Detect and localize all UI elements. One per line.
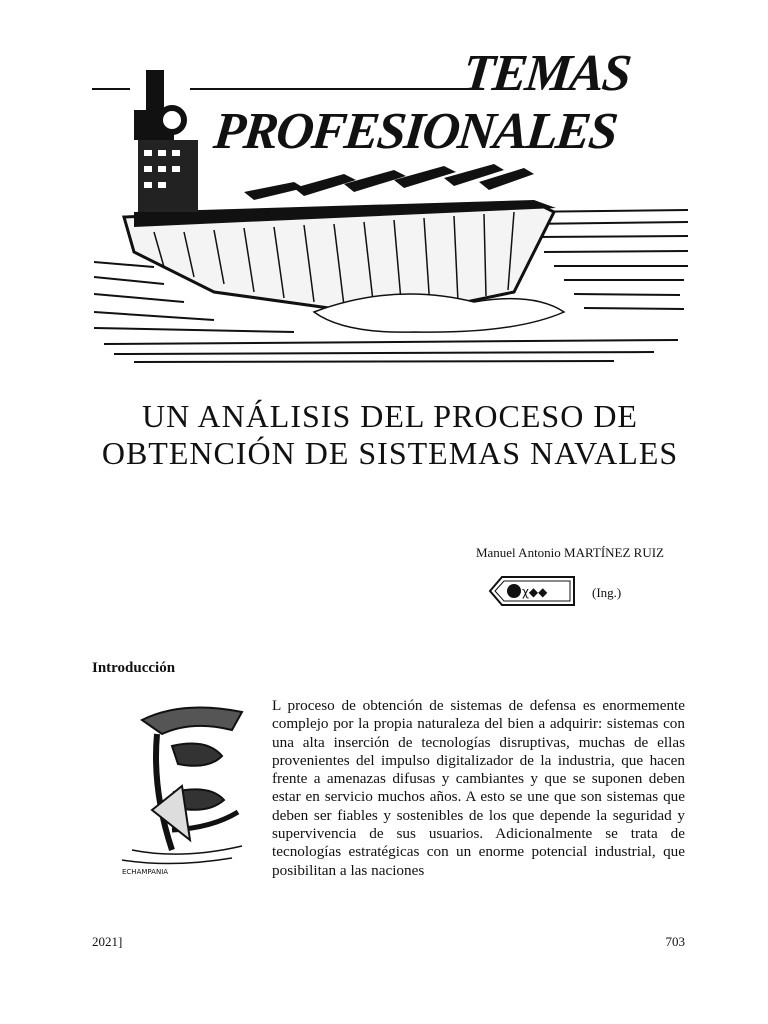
article-title: UN ANÁLISIS DEL PROCESO DE OBTENCIÓN DE SISTEMAS NAVALES bbox=[101, 398, 679, 471]
section-tag-line1: TEMAS bbox=[460, 45, 633, 102]
illustration-signature: ECHAMPANIA bbox=[122, 868, 169, 876]
footer-date: 2021] bbox=[92, 934, 123, 949]
section-tag-line2: PROFESIONALES bbox=[211, 103, 619, 160]
article-author: Manuel Antonio MARTÍNEZ RUIZ bbox=[475, 545, 664, 560]
svg-text:χ◆◆: χ◆◆ bbox=[522, 585, 548, 599]
initial-float-spacer bbox=[92, 697, 272, 879]
aircraft-carrier-illustration bbox=[94, 62, 688, 372]
article-body bbox=[92, 697, 685, 880]
article-body-text: L proceso de obtención de sistemas de defensa es enormemente complejo por la propia naturaleza del bien a adquirir: sistemas con una alta inserción de tecnologías disruptivas, muchas de ellas provenientes del impulso digitalizador de la industria, que hacen frente a amenazas difusas y cambiantes y que se suponen deben estar en servicio muchos años. A esto se une que son sistemas que deben ser fiables y sostenibles de los que depende la seguridad y supervivencia de sus usuarios. Adicionalmente se trata de tecnologías estratégicas con un enorme potencial industrial, que posibilitan a las naciones bbox=[272, 697, 685, 879]
page-number: 703 bbox=[665, 934, 685, 949]
section-heading: Introducción bbox=[92, 660, 176, 676]
corps-insignia-icon bbox=[488, 574, 576, 608]
author-rank: (Ing.) bbox=[592, 585, 622, 600]
